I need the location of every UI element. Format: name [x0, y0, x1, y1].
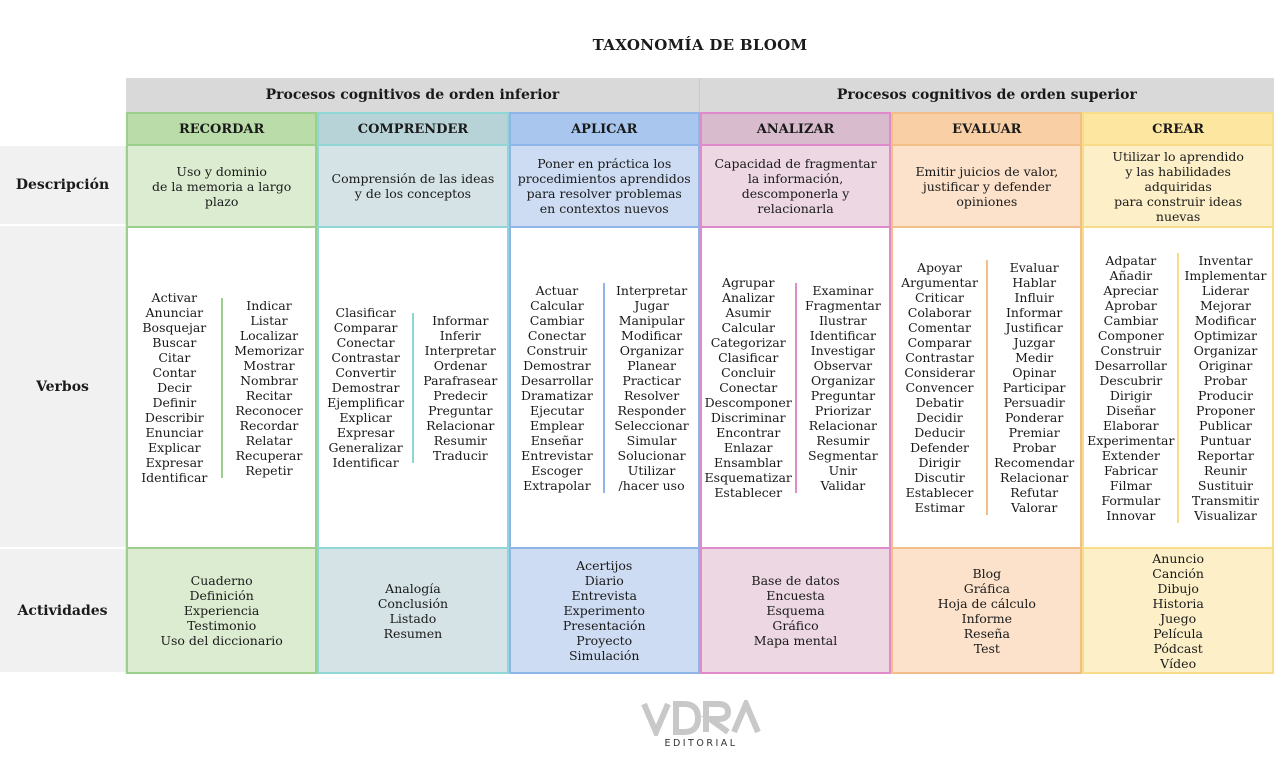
verb-item: Desarrollar	[1094, 357, 1167, 373]
verb-item: Organizar	[811, 372, 875, 388]
description-text: Poner en práctica los procedimientos aprendidos para resolver problemas en contextos nuevos	[517, 156, 691, 216]
verb-item: Reunir	[1204, 462, 1247, 478]
verb-item: Comparar	[907, 335, 972, 350]
verb-item: Discutir	[914, 470, 965, 485]
verb-item: Elaborar	[1103, 417, 1159, 433]
activities-text: Acertijos Diario Entrevista Experimento Presentación Proyecto Simulación	[562, 558, 646, 663]
verb-item: Parafrasear	[423, 372, 498, 388]
description-evaluar	[891, 146, 1082, 226]
verb-item: Interpretar	[615, 282, 688, 298]
verb-item: Originar	[1198, 357, 1253, 373]
verb-item: Deducir	[914, 425, 965, 440]
verb-item: Ponderar	[1005, 410, 1064, 425]
verb-item: Activar	[151, 290, 198, 305]
verb-item: Conectar	[719, 380, 778, 395]
verb-item: Utilizar	[627, 462, 676, 478]
verb-item: Juzgar	[1013, 335, 1055, 350]
verb-item: Medir	[1015, 350, 1054, 365]
verb-item: Dirigir	[1109, 387, 1152, 403]
verb-item: Calcular	[721, 320, 775, 335]
verb-item: Enunciar	[145, 425, 204, 440]
verb-item: Preguntar	[428, 402, 493, 418]
verb-item: Encontrar	[716, 425, 781, 440]
activities-text: Anuncio Canción Dibujo Historia Juego Película Pódcast Vídeo	[1152, 550, 1204, 671]
verb-item: Seleccionar	[614, 417, 689, 433]
verb-item: Segmentar	[808, 447, 878, 463]
verb-item: Considerar	[904, 365, 975, 380]
verb-column	[603, 283, 698, 493]
verb-item: Filmar	[1109, 477, 1152, 493]
verb-item: Recomendar	[994, 455, 1075, 470]
verb-item: Probar	[1203, 372, 1248, 388]
level-header-recordar: RECORDAR	[126, 112, 317, 146]
verb-item: Establecer	[714, 485, 783, 500]
verb-item: Producir	[1197, 387, 1253, 403]
verb-item: /hacer uso	[618, 477, 685, 493]
verb-item: Anunciar	[145, 305, 204, 320]
activities-analizar	[700, 549, 891, 674]
verb-item: Establecer	[905, 485, 974, 500]
verb-item: Opinar	[1012, 365, 1057, 380]
verb-column	[795, 283, 890, 493]
verb-column	[1084, 253, 1177, 523]
verb-item: Probar	[1012, 440, 1056, 455]
verb-item: Buscar	[152, 335, 197, 350]
verb-item: Actuar	[535, 282, 579, 298]
verb-item: Dramatizar	[521, 387, 593, 403]
level-header-evaluar: EVALUAR	[891, 112, 1082, 146]
verb-item: Ordenar	[433, 357, 487, 373]
verb-item: Indicar	[246, 297, 292, 313]
verb-item: Observar	[813, 357, 873, 373]
verb-item: Construir	[1100, 342, 1162, 358]
verb-item: Refutar	[1010, 485, 1059, 500]
verb-item: Implementar	[1184, 267, 1267, 283]
verb-item: Definir	[152, 395, 197, 410]
verb-column	[1177, 253, 1272, 523]
verb-item: Repetir	[245, 462, 293, 478]
verb-item: Mostrar	[243, 357, 295, 373]
verb-item: Concluir	[721, 365, 776, 380]
verb-item: Identificar	[141, 470, 208, 485]
verb-item: Cambiar	[529, 312, 585, 328]
verb-item: Componer	[1097, 327, 1164, 343]
verb-item: Priorizar	[814, 402, 871, 418]
verb-item: Desarrollar	[520, 372, 594, 388]
verbs-crear	[1082, 226, 1273, 549]
description-aplicar	[509, 146, 700, 226]
verb-item: Informar	[432, 312, 489, 328]
activities-text: Analogía Conclusión Listado Resumen	[377, 580, 449, 641]
page-title: TAXONOMÍA DE BLOOM	[592, 36, 808, 54]
verb-item: Visualizar	[1194, 507, 1257, 523]
description-text: Emitir juicios de valor, justificar y defender opiniones	[915, 163, 1059, 209]
verb-item: Relatar	[245, 432, 293, 448]
verb-item: Argumentar	[901, 275, 978, 290]
verb-item: Predecir	[433, 387, 488, 403]
verb-item: Premiar	[1008, 425, 1060, 440]
verb-item: Mejorar	[1199, 297, 1251, 313]
group-header-superior: Procesos cognitivos de orden superior	[700, 78, 1274, 112]
verb-item: Modificar	[1194, 312, 1257, 328]
verb-item: Escoger	[531, 462, 583, 478]
bloom-table	[0, 78, 1274, 674]
verb-item: Recuperar	[235, 447, 303, 463]
verb-item: Relacionar	[1000, 470, 1069, 485]
activities-text: Cuaderno Definición Experiencia Testimonio Uso del diccionario	[160, 573, 283, 648]
verb-item: Enseñar	[530, 432, 584, 448]
verb-item: Proponer	[1196, 402, 1255, 418]
verb-item: Defender	[910, 440, 969, 455]
verb-item: Hablar	[1012, 275, 1057, 290]
verb-column	[221, 298, 316, 478]
verb-item: Analizar	[721, 290, 775, 305]
verb-item: Optimizar	[1193, 327, 1258, 343]
verb-item: Cambiar	[1103, 312, 1158, 328]
group-header-inferior: Procesos cognitivos de orden inferior	[126, 78, 700, 112]
verb-item: Aprobar	[1104, 297, 1157, 313]
verb-item: Agrupar	[721, 275, 775, 290]
verbs-comprender	[317, 226, 508, 549]
verb-item: Manipular	[618, 312, 685, 328]
verb-item: Enlazar	[723, 440, 773, 455]
verb-item: Citar	[158, 350, 191, 365]
verb-item: Liderar	[1201, 282, 1250, 298]
verb-item: Debatir	[915, 395, 964, 410]
verb-item: Añadir	[1109, 267, 1153, 283]
verb-column	[702, 275, 795, 500]
verb-item: Organizar	[1193, 342, 1258, 358]
verb-item: Criticar	[915, 290, 965, 305]
verb-item: Justificar	[1005, 320, 1063, 335]
description-text: Utilizar lo aprendido y las habilidades adquiridas para construir ideas nuevas	[1112, 148, 1244, 224]
verb-item: Informar	[1005, 305, 1063, 320]
verb-item: Extender	[1101, 447, 1160, 463]
verb-item: Diseñar	[1106, 402, 1156, 418]
description-text: Comprensión de las ideas y de los conceptos	[331, 171, 495, 201]
verb-item: Influir	[1014, 290, 1054, 305]
verb-item: Identificar	[809, 327, 876, 343]
verb-item: Adpatar	[1105, 252, 1157, 268]
verb-item: Simular	[626, 432, 677, 448]
verb-item: Solucionar	[617, 447, 686, 463]
activities-crear	[1082, 549, 1273, 674]
verb-item: Decidir	[916, 410, 963, 425]
verb-item: Recitar	[245, 387, 293, 403]
activities-evaluar	[891, 549, 1082, 674]
verb-item: Transmitir	[1191, 492, 1259, 508]
verb-item: Jugar	[634, 297, 669, 313]
verb-item: Bosquejar	[142, 320, 207, 335]
verb-item: Fabricar	[1103, 462, 1158, 478]
verb-item: Innovar	[1106, 507, 1156, 523]
verb-item: Unir	[828, 462, 858, 478]
verb-item: Comentar	[908, 320, 971, 335]
verb-item: Conectar	[527, 327, 586, 343]
verb-item: Practicar	[622, 372, 681, 388]
corner-blank	[0, 78, 126, 112]
verb-item: Inferir	[439, 327, 481, 343]
level-header-analizar: ANALIZAR	[700, 112, 891, 146]
verb-item: Calcular	[530, 297, 584, 313]
verb-item: Fragmentar	[804, 297, 881, 313]
description-text: Capacidad de fragmentar la información, descomponerla y relacionarla	[714, 156, 877, 216]
verb-column	[128, 290, 221, 485]
verb-item: Responder	[617, 402, 686, 418]
activities-recordar	[126, 549, 317, 674]
verb-item: Persuadir	[1003, 395, 1065, 410]
level-header-comprender: COMPRENDER	[317, 112, 508, 146]
verb-item: Reportar	[1197, 447, 1254, 463]
vdra-logo-icon	[640, 700, 762, 736]
verb-item: Puntuar	[1199, 432, 1251, 448]
verb-item: Organizar	[619, 342, 684, 358]
verb-item: Relacionar	[426, 417, 495, 433]
verb-item: Describir	[144, 410, 204, 425]
verb-item: Valorar	[1011, 500, 1058, 515]
verb-item: Localizar	[239, 327, 299, 343]
verb-item: Interpretar	[424, 342, 496, 358]
verb-item: Resolver	[623, 387, 680, 403]
verb-item: Examinar	[812, 282, 874, 298]
verb-item: Relacionar	[808, 417, 877, 433]
verb-column	[986, 260, 1081, 515]
verb-item: Convertir	[335, 365, 396, 380]
description-comprender	[317, 146, 508, 226]
verb-item: Apoyar	[916, 260, 963, 275]
verb-item: Apreciar	[1103, 282, 1159, 298]
verb-item: Memorizar	[234, 342, 304, 358]
verb-item: Contar	[152, 365, 197, 380]
verb-item: Construir	[526, 342, 588, 358]
verb-item: Entrevistar	[521, 447, 593, 463]
level-header-crear: CREAR	[1082, 112, 1273, 146]
row-label-verbos: Verbos	[0, 226, 126, 549]
verb-item: Conectar	[336, 335, 395, 350]
verb-column	[319, 305, 412, 470]
row-label-actividades: Actividades	[0, 549, 126, 674]
verb-item: Modificar	[621, 327, 683, 343]
verb-item: Esquematizar	[704, 470, 792, 485]
activities-text: Blog Gráfica Hoja de cálculo Informe Reseña Test	[937, 565, 1036, 656]
verb-item: Decir	[157, 380, 192, 395]
verb-item: Explicar	[339, 410, 392, 425]
description-recordar	[126, 146, 317, 226]
verb-item: Colaborar	[907, 305, 972, 320]
description-analizar	[700, 146, 891, 226]
verb-item: Resumir	[433, 432, 487, 448]
verb-item: Sustituir	[1197, 477, 1254, 493]
verb-item: Ejemplificar	[327, 395, 405, 410]
verb-item: Contrastar	[905, 350, 974, 365]
verb-item: Resumir	[816, 432, 870, 448]
verb-item: Discriminar	[710, 410, 786, 425]
verb-item: Investigar	[810, 342, 876, 358]
verb-item: Ilustrar	[818, 312, 867, 328]
logo-text: EDITORIAL	[664, 738, 738, 749]
corner-blank-2	[0, 112, 126, 146]
activities-comprender	[317, 549, 508, 674]
verbs-analizar	[700, 226, 891, 549]
verb-item: Preguntar	[810, 387, 876, 403]
verb-column	[893, 260, 986, 515]
verb-item: Demostrar	[331, 380, 400, 395]
verb-item: Recordar	[239, 417, 299, 433]
verb-item: Descubrir	[1099, 372, 1163, 388]
row-label-descripcion: Descripción	[0, 146, 126, 226]
verb-item: Generalizar	[328, 440, 403, 455]
verb-item: Clasificar	[718, 350, 779, 365]
verb-item: Experimentar	[1087, 432, 1175, 448]
verb-item: Estimar	[914, 500, 965, 515]
verb-item: Evaluar	[1009, 260, 1059, 275]
description-text: Uso y dominio de la memoria a largo plazo	[152, 163, 292, 209]
verb-item: Categorizar	[710, 335, 786, 350]
activities-text: Base de datos Encuesta Esquema Gráfico Mapa mental	[751, 573, 840, 648]
verb-item: Validar	[820, 477, 866, 493]
verb-item: Convencer	[905, 380, 974, 395]
verb-item: Traducir	[432, 447, 488, 463]
verb-item: Asumir	[725, 305, 771, 320]
verb-item: Participar	[1002, 380, 1066, 395]
verb-item: Identificar	[332, 455, 399, 470]
verb-item: Descomponer	[704, 395, 792, 410]
verbs-recordar	[126, 226, 317, 549]
verb-item: Contrastar	[331, 350, 400, 365]
verb-column	[511, 283, 604, 493]
verb-item: Inventar	[1198, 252, 1253, 268]
verb-item: Demostrar	[523, 357, 591, 373]
level-header-aplicar: APLICAR	[509, 112, 700, 146]
verb-item: Reconocer	[235, 402, 303, 418]
verb-column	[412, 313, 507, 463]
description-crear	[1082, 146, 1273, 226]
verbs-evaluar	[891, 226, 1082, 549]
verb-item: Planear	[627, 357, 676, 373]
verb-item: Explicar	[148, 440, 201, 455]
verb-item: Expresar	[336, 425, 395, 440]
verb-item: Formular	[1101, 492, 1161, 508]
verb-item: Extrapolar	[523, 477, 591, 493]
activities-aplicar	[509, 549, 700, 674]
verb-item: Listar	[250, 312, 288, 328]
verb-item: Ensamblar	[714, 455, 783, 470]
verb-item: Expresar	[145, 455, 204, 470]
verb-item: Clasificar	[335, 305, 396, 320]
verb-item: Ejecutar	[529, 402, 584, 418]
verbs-aplicar	[509, 226, 700, 549]
verb-item: Comparar	[333, 320, 398, 335]
verb-item: Nombrar	[240, 372, 298, 388]
verb-item: Emplear	[530, 417, 584, 433]
verb-item: Dirigir	[918, 455, 961, 470]
verb-item: Publicar	[1199, 417, 1252, 433]
